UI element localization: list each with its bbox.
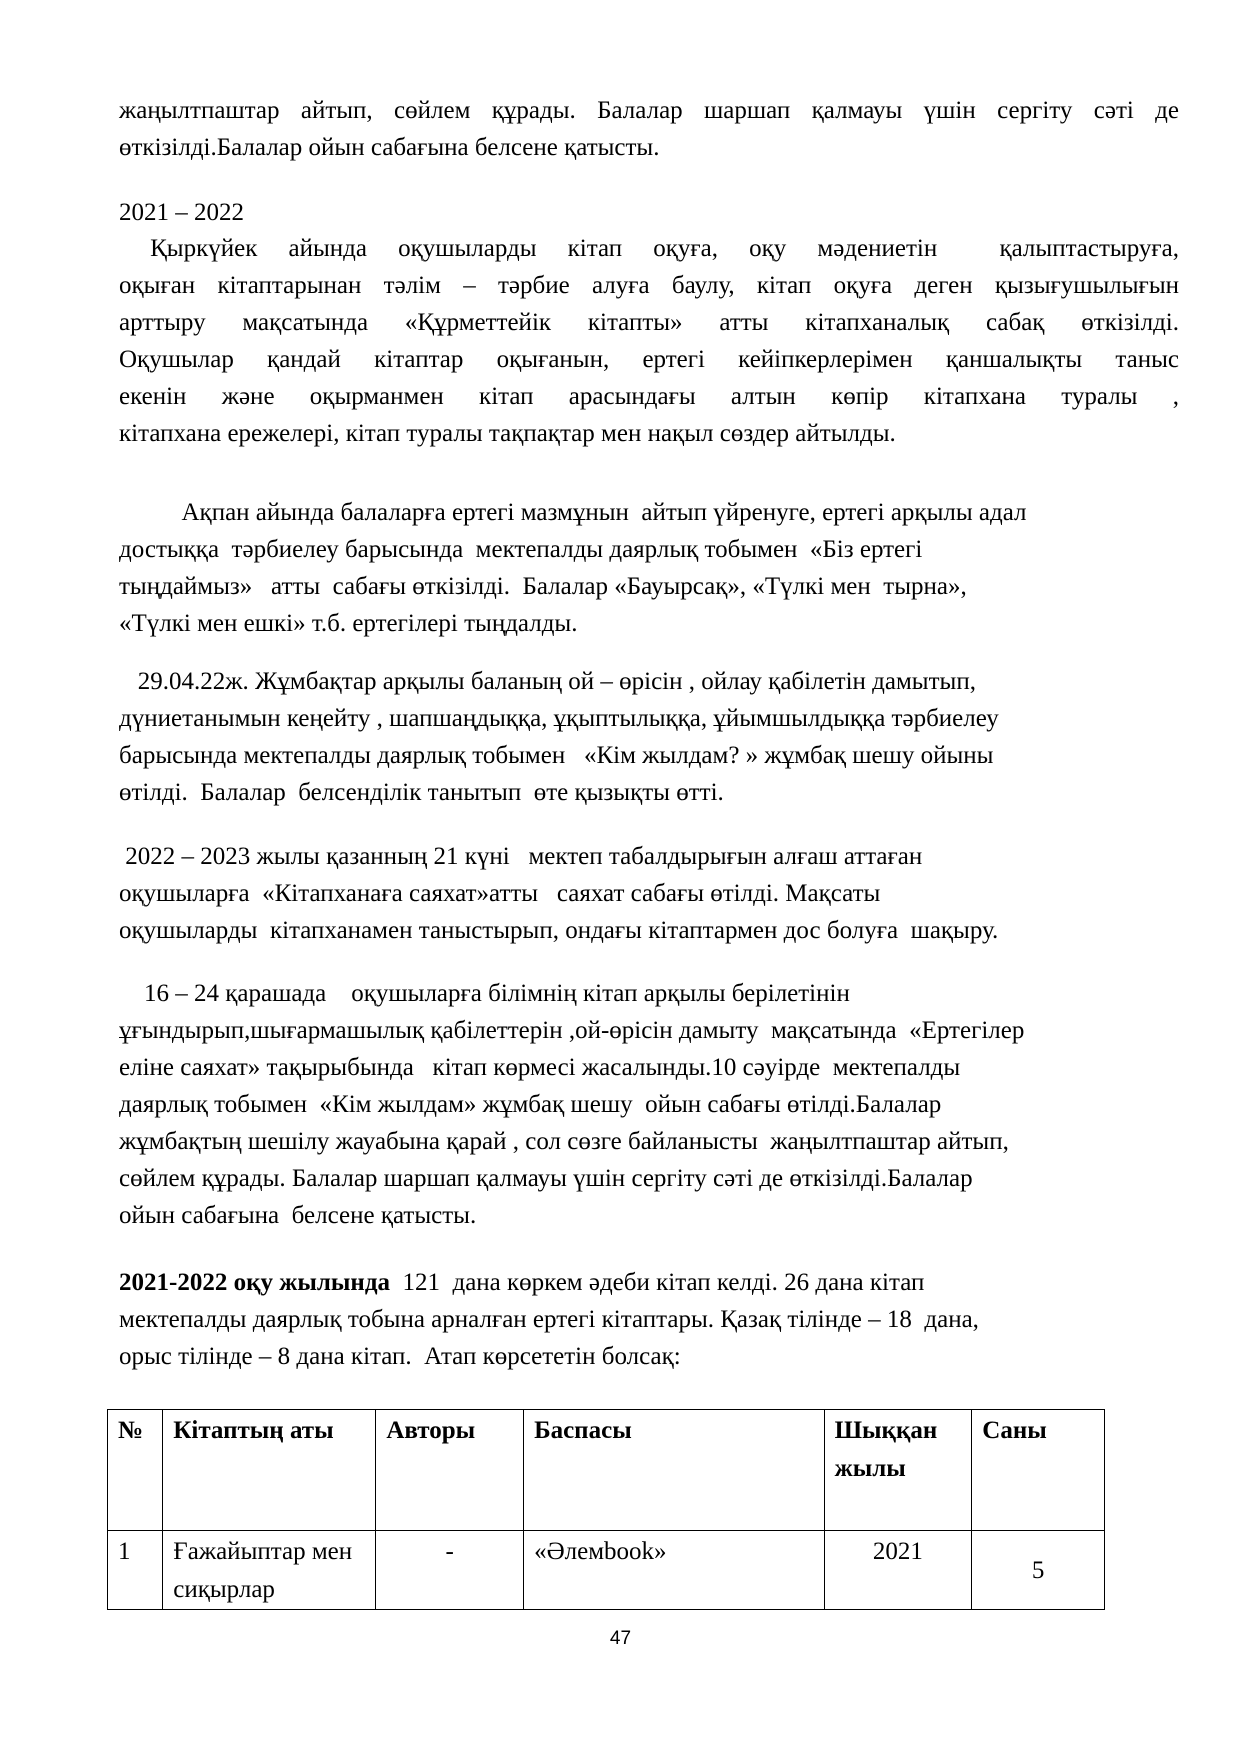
header-cell: Кітаптың аты	[163, 1410, 376, 1531]
text-line: оқыған кітаптарынан тәлім – тәрбие алуға баулу, кітап оқуға деген қызығушылығын	[119, 272, 1179, 299]
cell-publisher: «Әлемbook»	[524, 1531, 825, 1610]
header-cell: №	[108, 1410, 163, 1531]
text-line: дүниетанымын кеңейту , шапшаңдыққа, ұқыптылыққа, ұйымшылдыққа тәрбиелеу	[119, 705, 999, 732]
header-cell: Саны	[972, 1410, 1105, 1531]
text-line: 16 – 24 қарашада оқушыларға білімнің кітап арқылы берілетінін	[119, 980, 850, 1007]
cell-year: 2021	[824, 1531, 972, 1610]
year-heading: 2021 – 2022	[119, 199, 244, 226]
paragraph-library-trip	[119, 838, 1179, 949]
paragraph-february	[119, 494, 1179, 642]
table-header-row	[108, 1410, 1105, 1531]
page-number: 47	[609, 1628, 632, 1649]
cell-author: -	[376, 1531, 524, 1610]
paragraph-acquisitions	[119, 1264, 1179, 1375]
text-line: барысында мектепалды даярлық тобымен «Кім жылдам? » жұмбақ шешу ойыны	[119, 742, 994, 769]
text-line: ойын сабағына белсене қатысты.	[119, 1202, 477, 1229]
text-line: оқушыларға «Кітапханаға саяхат»атты саяхат сабағы өтілді. Мақсаты	[119, 880, 881, 907]
text-line: достыққа тәрбиелеу барысында мектепалды даярлық тобымен «Біз ертегі	[119, 536, 923, 563]
text-line: Ақпан айында балаларға ертегі мазмұнын айтып үйренуге, ертегі арқылы адал	[119, 499, 1027, 526]
text-line: 29.04.22ж. Жұмбақтар арқылы баланың ой – өрісін , ойлау қабілетін дамытып,	[119, 668, 976, 695]
text-line: оқушыларды кітапханамен таныстырып, ондағы кітаптармен дос болуға шақыру.	[119, 917, 999, 944]
header-cell: Баспасы	[524, 1410, 825, 1531]
text-line: өткізілді.Балалар ойын сабағына белсене қатысты.	[119, 134, 660, 161]
bold-lead: 2021-2022 оқу жылында	[119, 1269, 390, 1296]
text-line: даярлық тобымен «Кім жылдам» жұмбақ шешу ойын сабағы өтілді.Балалар	[119, 1091, 942, 1118]
paragraph-intro	[119, 92, 1179, 166]
header-cell: Шыққан жылы	[824, 1410, 972, 1531]
text-line: Оқушылар қандай кітаптар оқығанын, ертегі кейіпкерлерімен қаншалықты таныс	[119, 346, 1179, 373]
books-table	[107, 1409, 1105, 1610]
text-line: екенін және оқырманмен кітап арасындағы алтын көпір кітапхана туралы ,	[119, 383, 1179, 410]
text-line: кітапхана ережелері, кітап туралы тақпақтар мен нақыл сөздер айтылды.	[119, 420, 896, 447]
text-line: ұғындырып,шығармашылық қабілеттерін ,ой-өрісін дамыту мақсатында «Ертегілер	[119, 1017, 1025, 1044]
paragraph-november	[119, 975, 1179, 1234]
text-line: өтілді. Балалар белсенділік танытып өте қызықты өтті.	[119, 779, 724, 806]
cell-count: 5	[972, 1531, 1105, 1610]
text-line: 2021-2022 оқу жылында 121 дана көркем әдеби кітап келді. 26 дана кітап	[119, 1269, 925, 1296]
paragraph-september	[119, 230, 1179, 452]
cell-title: Ғажайыптар мен сиқырлар	[163, 1531, 376, 1610]
text-line: арттыру мақсатында «Құрметтейік кітапты» атты кітапханалық сабақ өткізілді.	[119, 309, 1179, 336]
text-line: жаңылтпаштар айтып, сөйлем құрады. Балалар шаршап қалмауы үшін сергіту сәті де	[119, 97, 1179, 124]
header-cell: Авторы	[376, 1410, 524, 1531]
table-row	[108, 1531, 1105, 1610]
cell-number: 1	[108, 1531, 163, 1610]
text-line: тыңдаймыз» атты сабағы өткізілді. Балалар «Бауырсақ», «Түлкі мен тырна»,	[119, 573, 967, 600]
text-line: 2022 – 2023 жылы қазанның 21 күні мектеп табалдырығын алғаш аттаған	[119, 843, 923, 870]
text-line: сөйлем құрады. Балалар шаршап қалмауы үшін сергіту сәті де өткізілді.Балалар	[119, 1165, 973, 1192]
text-line: еліне саяхат» тақырыбында кітап көрмесі жасалынды.10 сәуірде мектепалды	[119, 1054, 961, 1081]
text-line: мектепалды даярлық тобына арналған ертегі кітаптары. Қазақ тілінде – 18 дана,	[119, 1306, 979, 1333]
text-line: «Түлкі мен ешкі» т.б. ертегілері тыңдалды.	[119, 610, 578, 637]
text-line: жұмбақтың шешілу жауабына қарай , сол сөзге байланысты жаңылтпаштар айтып,	[119, 1128, 1009, 1155]
text-line: Қыркүйек айында оқушыларды кітап оқуға, оқу мәдениетін қалыптастыруға,	[119, 235, 1179, 262]
paragraph-riddles	[119, 663, 1179, 811]
text-line: орыс тілінде – 8 дана кітап. Атап көрсететін болсақ:	[119, 1343, 681, 1370]
